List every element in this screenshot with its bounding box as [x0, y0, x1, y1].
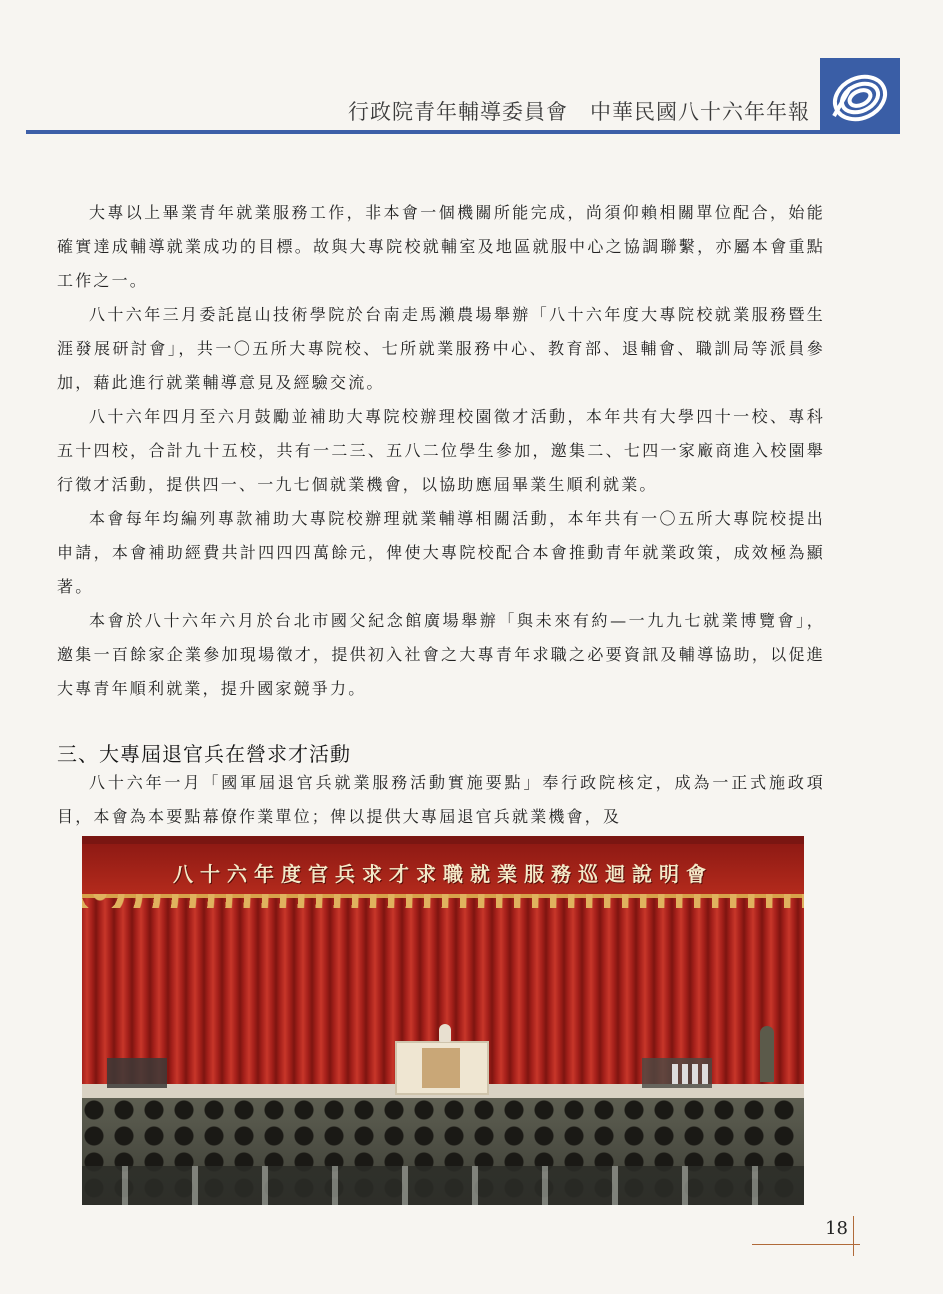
- council-logo: [820, 58, 900, 134]
- paragraph-2: 八十六年三月委託崑山技術學院於台南走馬瀨農場舉辦「八十六年度大專院校就業服務暨生涯發展研討會」，共一〇五所大專院校、七所就業服務中心、教育部、退輔會、職訓局等派員參加，藉此進行就業輔導意見及經驗交流。: [57, 305, 825, 392]
- body-text: [57, 196, 825, 706]
- header-rule: [26, 130, 820, 134]
- rings-logo-icon: [820, 58, 900, 134]
- footer-rule-horizontal: [752, 1244, 860, 1245]
- paragraph-3: 八十六年四月至六月鼓勵並補助大專院校辦理校園徵才活動，本年共有大學四十一校、專科五十四校，合計九十五校，共有一二三、五八二位學生參加，邀集二、七四一家廠商進入校園舉行徵才活動，提供四一、一九七個就業機會，以協助應屆畢業生順利就業。: [57, 407, 825, 494]
- section-heading: 三、大專屆退官兵在營求才活動: [57, 742, 351, 766]
- banner-text: 八十六年度官兵求才求職就業服務巡迴說明會: [173, 862, 713, 886]
- page-number: 18: [825, 1218, 848, 1239]
- audience-chairs: [82, 1166, 804, 1205]
- paragraph-4: 本會每年均編列專款補助大專院校辦理就業輔導相關活動，本年共有一〇五所大專院校提出申請，本會補助經費共計四四四萬餘元，俾使大專院校配合本會推動青年就業政策，成效極為顯著。: [57, 509, 825, 596]
- header-title: 行政院青年輔導委員會 中華民國八十六年年報: [348, 100, 810, 124]
- curtain-valance: [82, 894, 804, 908]
- paragraph-1: 大專以上畢業青年就業服務工作，非本會一個機關所能完成，尚須仰賴相關單位配合，始能確實達成輔導就業成功的目標。故與大專院校就輔室及地區就服中心之協調聯繫，亦屬本會重點工作之一。: [57, 203, 825, 290]
- footer-rule-vertical: [853, 1216, 854, 1256]
- guest-table-left: [107, 1058, 167, 1088]
- section-text: [57, 766, 825, 834]
- podium-panel: [422, 1048, 460, 1088]
- section-paragraph: 八十六年一月「國軍屆退官兵就業服務活動實施要點」奉行政院核定，成為一正式施政項目，本會為本要點幕僚作業單位；俾以提供大專屆退官兵就業機會，及: [57, 773, 825, 826]
- stage-chairs: [672, 1064, 712, 1084]
- event-photo: [82, 836, 804, 1205]
- standing-officer: [760, 1026, 774, 1082]
- speaker-figure: [439, 1024, 451, 1042]
- paragraph-5: 本會於八十六年六月於台北市國父紀念館廣場舉辦「與未來有約—一九九七就業博覽會」，邀集一百餘家企業參加現場徵才，提供初入社會之大專青年求職之必要資訊及輔導協助，以促進大專青年順利就業，提升國家競爭力。: [57, 611, 825, 698]
